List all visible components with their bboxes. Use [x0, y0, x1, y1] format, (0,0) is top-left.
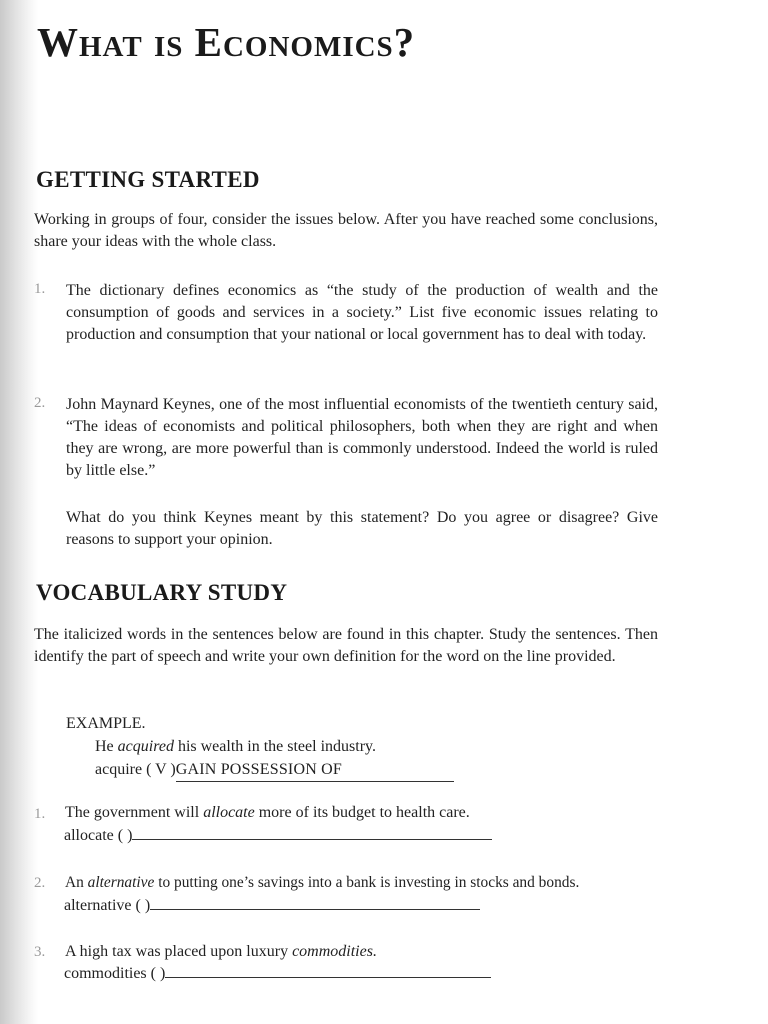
example-answer-line: GAIN POSSESSION OF: [176, 759, 454, 782]
vocab-word: commodities.: [292, 943, 377, 960]
vocab-answer-prefix: allocate ( ): [64, 827, 133, 844]
vocab-sentence-text: An: [65, 874, 88, 891]
example-sentence-text: He: [95, 738, 118, 755]
vocab-sentence-text: A high tax was placed upon luxury: [65, 943, 293, 960]
answer-blank-line[interactable]: [150, 908, 480, 910]
section-heading-getting-started: GETTING STARTED: [36, 167, 260, 192]
answer-blank-line[interactable]: [132, 838, 492, 840]
example-answer-prefix: acquire ( V ): [95, 761, 176, 778]
vocab-answer-2: [64, 895, 480, 917]
example-sentence-text: his wealth in the steel industry.: [173, 738, 376, 755]
item-number: 1.: [34, 806, 46, 822]
vocab-sentence-text: to putting one’s savings into a bank is investing in stocks and bonds.: [154, 874, 580, 891]
answer-blank-line[interactable]: [165, 976, 491, 978]
getting-started-item-2-followup: What do you think Keynes meant by this statement? Do you agree or disagree? Give reasons to support your opinion.: [66, 509, 658, 548]
item-number: 1.: [34, 281, 46, 297]
vocab-answer-1: [64, 825, 492, 847]
example-sentence: [95, 736, 376, 758]
vocab-word: alternative: [87, 874, 155, 891]
example-answer: [95, 759, 454, 782]
getting-started-intro: Working in groups of four, consider the issues below. After you have reached some conclusions, share your ideas with the whole class.: [34, 211, 658, 250]
item-number: 2.: [34, 395, 46, 411]
example-word: acquired: [117, 738, 174, 755]
example-label: EXAMPLE.: [66, 715, 146, 732]
vocab-sentence-2: [65, 872, 579, 894]
getting-started-item-1: The dictionary defines economics as “the study of the production of wealth and the consumption of goods and services in a society.” List five economic issues relating to production and consumption that your national or local government has to deal with today.: [66, 282, 658, 343]
vocab-sentence-text: more of its budget to health care.: [254, 804, 470, 821]
vocab-answer-prefix: commodities ( ): [64, 965, 166, 982]
item-number: 2.: [34, 875, 46, 891]
vocab-sentence-3: [65, 941, 377, 963]
vocab-word: allocate: [203, 804, 255, 821]
vocab-sentence-text: The government will: [65, 804, 204, 821]
getting-started-item-2: John Maynard Keynes, one of the most influential economists of the twentieth century said, “The ideas of economists and political philosophers, both when they are right and when they are wrong, are more powerful than is commonly understood. Indeed the world is ruled by little else.”: [66, 396, 658, 479]
chapter-title: What is Economics?: [37, 19, 416, 65]
vocab-sentence-1: [65, 802, 470, 824]
vocab-answer-prefix: alternative ( ): [64, 897, 151, 914]
item-number: 3.: [34, 944, 46, 960]
vocabulary-intro: The italicized words in the sentences below are found in this chapter. Study the sentences. Then identify the part of speech and write your own definition for the word on the line provided.: [34, 626, 658, 665]
vocab-answer-3: [64, 963, 491, 985]
section-heading-vocabulary-study: VOCABULARY STUDY: [36, 580, 288, 605]
